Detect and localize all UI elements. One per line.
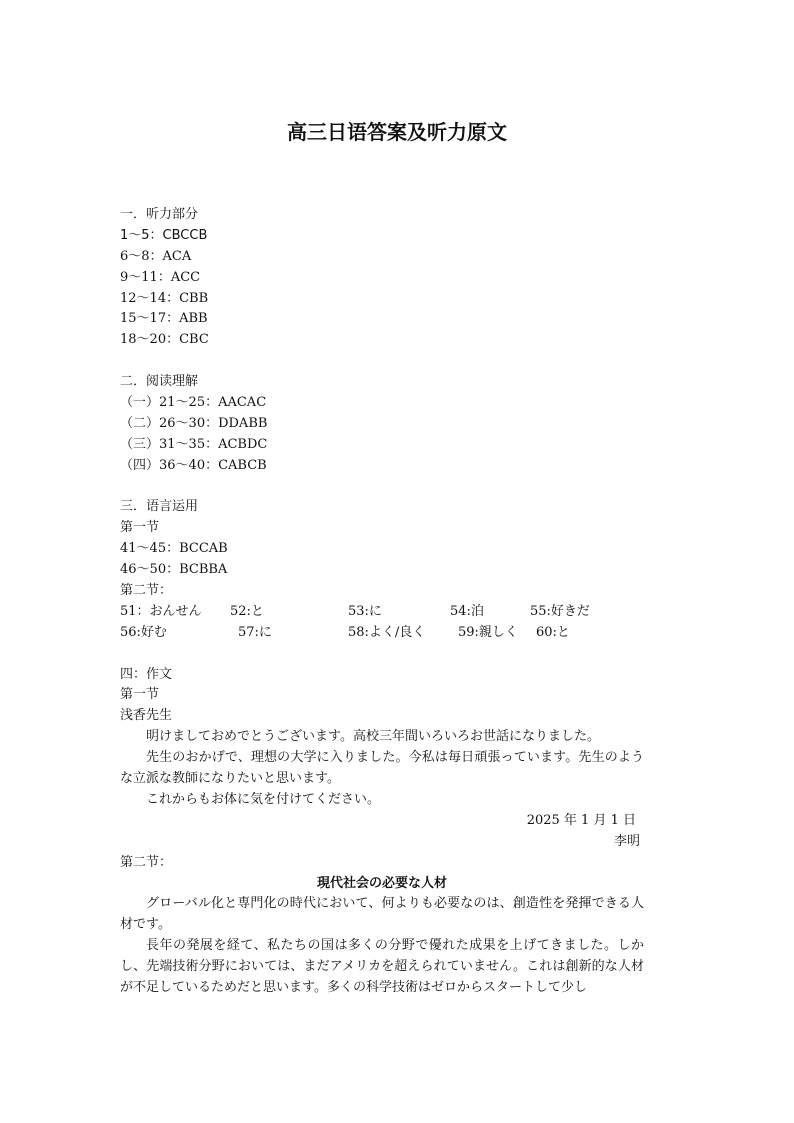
answer-cell: 52:と [230,603,264,619]
section-heading-reading: 二．阅读理解 [120,374,199,390]
answer-cell: 59:親しく [458,624,518,640]
letter-signature: 李明 [613,833,640,849]
part-label: 第二节： [120,854,173,870]
answer-cell: 58:よく/良く [348,624,426,640]
answer-cell: 53:に [348,603,382,619]
essay-paragraph: 長年の発展を経て、私たちの国は多くの分野で優れた成果を上げてきました。しかし、先端技術分野においては、まだアメリカを超えられていません。これは創新的な人材が不足しているためだと思います。多くの科学技術はゼロからスタートして少し [120,938,644,996]
answer-cell: 55:好きだ [530,603,590,619]
answer-cell: 60:と [536,624,570,640]
part-label: 第二节： [120,583,173,599]
page-title: 高三日语答案及听力原文 [287,120,507,144]
answer-cell: 56:好む [120,624,167,640]
letter-paragraph: 先生のおかげで、理想の大学に入りました。今私は毎日頑張っています。先生のような立派な教師になりたいと思います。 [120,750,644,787]
answer-line: 15～17：ABB [120,311,208,327]
essay-paragraph: グローバル化と専門化の時代において、何よりも必要なのは、創造性を発揮できる人材です。 [120,896,644,933]
answer-row [120,623,644,644]
answer-cell: 51：おんせん [120,603,202,619]
answer-cell: 57:に [238,624,272,640]
answer-cell: 54:泊 [450,603,484,619]
letter-salutation: 浅香先生 [120,708,173,724]
answer-line: （四）36～40：CABCB [120,457,267,473]
answer-row [120,602,644,623]
letter-paragraph: これからもお体に気を付けてください。 [146,791,381,807]
answer-line: （三）31～35：ACBDC [120,436,268,452]
letter-date: 2025 年 1 月 1 日 [526,812,636,828]
answer-line: 9～11：ACC [120,269,201,285]
section-heading-listening: 一．听力部分 [120,207,199,222]
answer-line: 46～50：BCBBA [120,562,228,578]
answer-line: （二）26～30：DDABB [120,415,268,431]
part-label: 第一节 [120,687,160,703]
part-label: 第一节 [120,520,160,536]
answer-line: 6～8：ACA [120,248,192,264]
answer-line: 12～14：CBB [120,290,209,306]
answer-line: （一）21～25：AACAC [120,395,267,411]
document-body [120,205,644,999]
answer-line: 1～5：CBCCB [120,227,208,243]
letter-paragraph: 明けましておめでとうございます。高校三年間いろいろお世話になりました。 [146,729,600,745]
answer-line: 41～45：BCCAB [120,541,228,557]
answer-line: 18～20：CBC [120,332,209,348]
section-heading-language-use: 三．语言运用 [120,499,199,515]
essay-title: 現代社会の必要な人材 [316,875,447,891]
section-heading-composition: 四：作文 [120,666,173,682]
